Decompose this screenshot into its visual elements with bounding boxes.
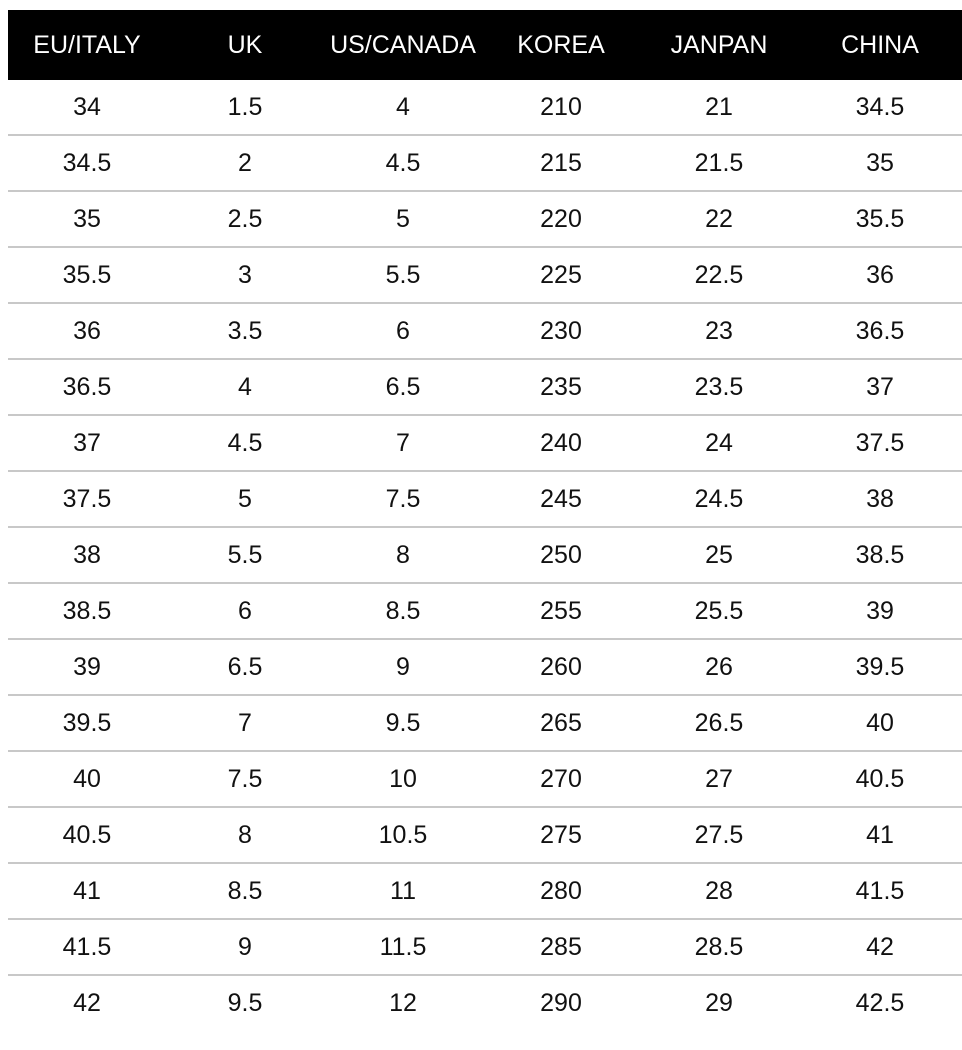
table-cell-korea: 260 xyxy=(540,652,582,681)
table-cell-uk: 9.5 xyxy=(227,988,263,1017)
table-cell-korea: 265 xyxy=(540,708,582,737)
table-header-row xyxy=(8,10,962,80)
column-header-korea: KOREA xyxy=(517,30,605,59)
table-cell-us-canada: 9 xyxy=(396,652,410,681)
table-cell-china: 34.5 xyxy=(855,92,905,121)
table-cell-japan: 25.5 xyxy=(694,596,744,625)
table-cell-us-canada: 5 xyxy=(396,204,410,233)
table-cell-uk: 6 xyxy=(238,596,252,625)
table-cell-us-canada: 8.5 xyxy=(385,596,421,625)
table-cell-china: 40.5 xyxy=(855,764,905,793)
table-row xyxy=(8,808,962,864)
table-row xyxy=(8,976,962,1032)
table-cell-uk: 3.5 xyxy=(227,316,263,345)
table-cell-korea: 225 xyxy=(540,260,582,289)
table-cell-us-canada: 11 xyxy=(390,876,416,905)
table-cell-japan: 23.5 xyxy=(694,372,744,401)
table-cell-korea: 230 xyxy=(540,316,582,345)
table-cell-uk: 4.5 xyxy=(227,428,263,457)
table-cell-eu-italy: 40.5 xyxy=(62,820,112,849)
table-cell-eu-italy: 37 xyxy=(73,428,101,457)
table-cell-uk: 8 xyxy=(238,820,252,849)
table-cell-china: 37 xyxy=(866,372,894,401)
table-cell-china: 39.5 xyxy=(855,652,905,681)
table-cell-japan: 22 xyxy=(705,204,733,233)
table-cell-china: 41.5 xyxy=(855,876,905,905)
table-row xyxy=(8,472,962,528)
table-row xyxy=(8,584,962,640)
table-cell-uk: 8.5 xyxy=(227,876,263,905)
table-cell-korea: 270 xyxy=(540,764,582,793)
table-cell-us-canada: 6.5 xyxy=(385,372,421,401)
table-cell-japan: 25 xyxy=(705,540,733,569)
table-cell-eu-italy: 39 xyxy=(73,652,101,681)
table-cell-china: 42.5 xyxy=(855,988,905,1017)
table-cell-japan: 28.5 xyxy=(694,932,744,961)
table-cell-eu-italy: 35.5 xyxy=(62,260,112,289)
table-cell-eu-italy: 35 xyxy=(73,204,101,233)
column-header-us-canada: US/CANADA xyxy=(330,30,476,59)
table-cell-eu-italy: 37.5 xyxy=(62,484,112,513)
size-conversion-table xyxy=(8,10,962,1032)
table-cell-korea: 235 xyxy=(540,372,582,401)
table-cell-us-canada: 10 xyxy=(389,764,417,793)
table-cell-eu-italy: 41.5 xyxy=(62,932,112,961)
table-cell-china: 40 xyxy=(866,708,894,737)
table-cell-china: 38.5 xyxy=(855,540,905,569)
table-cell-korea: 240 xyxy=(540,428,582,457)
table-cell-uk: 5 xyxy=(238,484,252,513)
table-cell-japan: 22.5 xyxy=(694,260,744,289)
table-cell-korea: 275 xyxy=(540,820,582,849)
table-cell-us-canada: 6 xyxy=(396,316,410,345)
table-cell-china: 35.5 xyxy=(855,204,905,233)
table-cell-japan: 21 xyxy=(705,92,733,121)
table-cell-us-canada: 4.5 xyxy=(385,148,421,177)
table-row xyxy=(8,752,962,808)
table-row xyxy=(8,304,962,360)
table-row xyxy=(8,136,962,192)
table-cell-china: 38 xyxy=(866,484,894,513)
table-cell-china: 41 xyxy=(866,820,894,849)
table-cell-eu-italy: 41 xyxy=(73,876,101,905)
table-cell-china: 37.5 xyxy=(855,428,905,457)
table-cell-us-canada: 11.5 xyxy=(379,932,427,961)
table-cell-uk: 1.5 xyxy=(227,92,263,121)
table-cell-uk: 7 xyxy=(238,708,252,737)
table-cell-china: 36 xyxy=(866,260,894,289)
table-cell-us-canada: 7 xyxy=(396,428,410,457)
table-cell-us-canada: 4 xyxy=(396,92,410,121)
table-body xyxy=(8,80,962,1032)
table-cell-us-canada: 10.5 xyxy=(378,820,428,849)
table-cell-uk: 7.5 xyxy=(227,764,263,793)
table-cell-eu-italy: 42 xyxy=(73,988,101,1017)
table-row xyxy=(8,360,962,416)
table-cell-uk: 4 xyxy=(238,372,252,401)
table-cell-uk: 2 xyxy=(238,148,252,177)
table-cell-uk: 5.5 xyxy=(227,540,263,569)
table-cell-eu-italy: 38 xyxy=(73,540,101,569)
table-cell-japan: 24.5 xyxy=(694,484,744,513)
column-header-china: CHINA xyxy=(841,30,919,59)
table-row xyxy=(8,920,962,976)
table-cell-eu-italy: 40 xyxy=(73,764,101,793)
table-row xyxy=(8,864,962,920)
table-cell-china: 42 xyxy=(866,932,894,961)
table-cell-korea: 245 xyxy=(540,484,582,513)
table-row xyxy=(8,80,962,136)
table-cell-eu-italy: 36 xyxy=(73,316,101,345)
table-cell-japan: 23 xyxy=(705,316,733,345)
table-row xyxy=(8,528,962,584)
table-cell-eu-italy: 34.5 xyxy=(62,148,112,177)
table-cell-eu-italy: 39.5 xyxy=(62,708,112,737)
table-cell-eu-italy: 36.5 xyxy=(62,372,112,401)
table-cell-japan: 29 xyxy=(705,988,733,1017)
table-cell-us-canada: 5.5 xyxy=(385,260,421,289)
table-cell-korea: 255 xyxy=(540,596,582,625)
table-cell-us-canada: 8 xyxy=(396,540,410,569)
table-cell-china: 35 xyxy=(866,148,894,177)
table-cell-china: 39 xyxy=(866,596,894,625)
table-cell-china: 36.5 xyxy=(855,316,905,345)
table-row xyxy=(8,416,962,472)
table-cell-uk: 3 xyxy=(238,260,252,289)
table-row xyxy=(8,192,962,248)
table-cell-korea: 220 xyxy=(540,204,582,233)
table-cell-korea: 280 xyxy=(540,876,582,905)
table-cell-uk: 2.5 xyxy=(227,204,263,233)
table-cell-korea: 285 xyxy=(540,932,582,961)
table-cell-uk: 6.5 xyxy=(227,652,263,681)
column-header-eu-italy: EU/ITALY xyxy=(33,30,141,59)
table-cell-korea: 215 xyxy=(540,148,582,177)
table-cell-korea: 210 xyxy=(540,92,582,121)
table-cell-us-canada: 9.5 xyxy=(385,708,421,737)
table-row xyxy=(8,248,962,304)
table-cell-eu-italy: 34 xyxy=(73,92,101,121)
table-cell-japan: 21.5 xyxy=(694,148,744,177)
table-cell-japan: 26 xyxy=(705,652,733,681)
table-cell-us-canada: 7.5 xyxy=(385,484,421,513)
table-row xyxy=(8,696,962,752)
table-cell-uk: 9 xyxy=(238,932,252,961)
table-cell-japan: 27 xyxy=(705,764,733,793)
column-header-uk: UK xyxy=(227,30,263,59)
table-cell-japan: 24 xyxy=(705,428,733,457)
table-cell-korea: 290 xyxy=(540,988,582,1017)
table-cell-eu-italy: 38.5 xyxy=(62,596,112,625)
table-cell-us-canada: 12 xyxy=(389,988,417,1017)
table-cell-japan: 28 xyxy=(705,876,733,905)
column-header-japan: JANPAN xyxy=(670,30,768,59)
table-row xyxy=(8,640,962,696)
table-cell-japan: 27.5 xyxy=(694,820,744,849)
table-cell-japan: 26.5 xyxy=(694,708,744,737)
table-cell-korea: 250 xyxy=(540,540,582,569)
